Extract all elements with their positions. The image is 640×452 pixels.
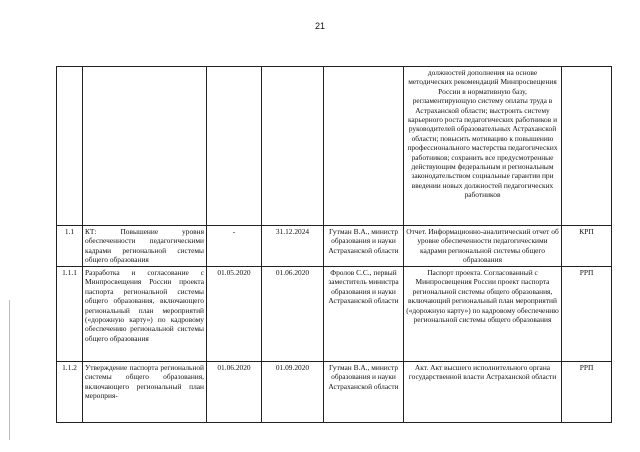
cell-number: 1.1.1 <box>57 267 83 362</box>
cell-result: Акт. Акт высшего исполнительного органа государственной власти Астраханской области <box>404 362 562 423</box>
cell-responsible: Фролов С.С., первый заместитель министра образования и науки Астраханской области <box>324 267 404 362</box>
cell-start-date: 01.05.2020 <box>207 267 262 362</box>
plan-table <box>56 66 612 423</box>
cell-responsible: Гутман В.А., министр образования и науки Астраханской области <box>324 226 404 267</box>
page-number: 21 <box>314 21 325 31</box>
cell-name: Разработка и согласование с Минпросвещения России проекта паспорта региональной системы общего образования, включающего региональный план мероприятий («дорожную карту») по кадровому обеспечению региональной системы общего образования <box>83 267 207 362</box>
cell-end-date: 31.12.2024 <box>262 226 324 267</box>
cell-name: КТ: Повышение уровня обеспеченности педагогическими кадрами региональной системы общего образования <box>83 226 207 267</box>
cell-responsible <box>324 67 404 226</box>
cell-end-date: 01.09.2020 <box>262 362 324 423</box>
cell-result: Паспорт проекта. Согласованный с Минпросвещения России проект паспорта региональной системы общего образования, включающий региональный план мероприятий («дорожную карту») по кадровому обеспечению региональной системы общего образования <box>404 267 562 362</box>
cell-level: РРП <box>562 362 612 423</box>
cell-name: Утверждение паспорта региональной системы общего образования, включающего региональный план мероприя- <box>83 362 207 423</box>
cell-number: 1.1 <box>57 226 83 267</box>
cell-level: КРП <box>562 226 612 267</box>
table-row <box>57 226 612 267</box>
margin-rule <box>9 300 10 440</box>
table-row <box>57 267 612 362</box>
table-row <box>57 67 612 226</box>
cell-number <box>57 67 83 226</box>
cell-start-date: - <box>207 226 262 267</box>
cell-end-date <box>262 67 324 226</box>
cell-level <box>562 67 612 226</box>
cell-end-date: 01.06.2020 <box>262 267 324 362</box>
cell-result: Отчет. Информационно-аналитический отчет об уровне обеспеченности педагогическими кадрами региональной системы общего образования <box>404 226 562 267</box>
cell-responsible: Гутман В.А., министр образования и науки Астраханской области <box>324 362 404 423</box>
cell-level: РРП <box>562 267 612 362</box>
cell-number: 1.1.2 <box>57 362 83 423</box>
cell-start-date <box>207 67 262 226</box>
cell-result: должностей дополнения на основе методических рекомендаций Минпросвещения России в нормативную базу, регламентирующую систему оплаты труда в Астраханской области; выстроить систему карьерного роста педагогических работников и руководителей образовательных Астраханской области; повысить мотивацию к повышению профессионального мастерства педагогических работников; сохранить все предусмотренные действующим федеральным и региональным законодательством социальные гарантии при введении новых должностей педагогических работников <box>404 67 562 226</box>
cell-name <box>83 67 207 226</box>
table-row <box>57 362 612 423</box>
cell-start-date: 01.06.2020 <box>207 362 262 423</box>
